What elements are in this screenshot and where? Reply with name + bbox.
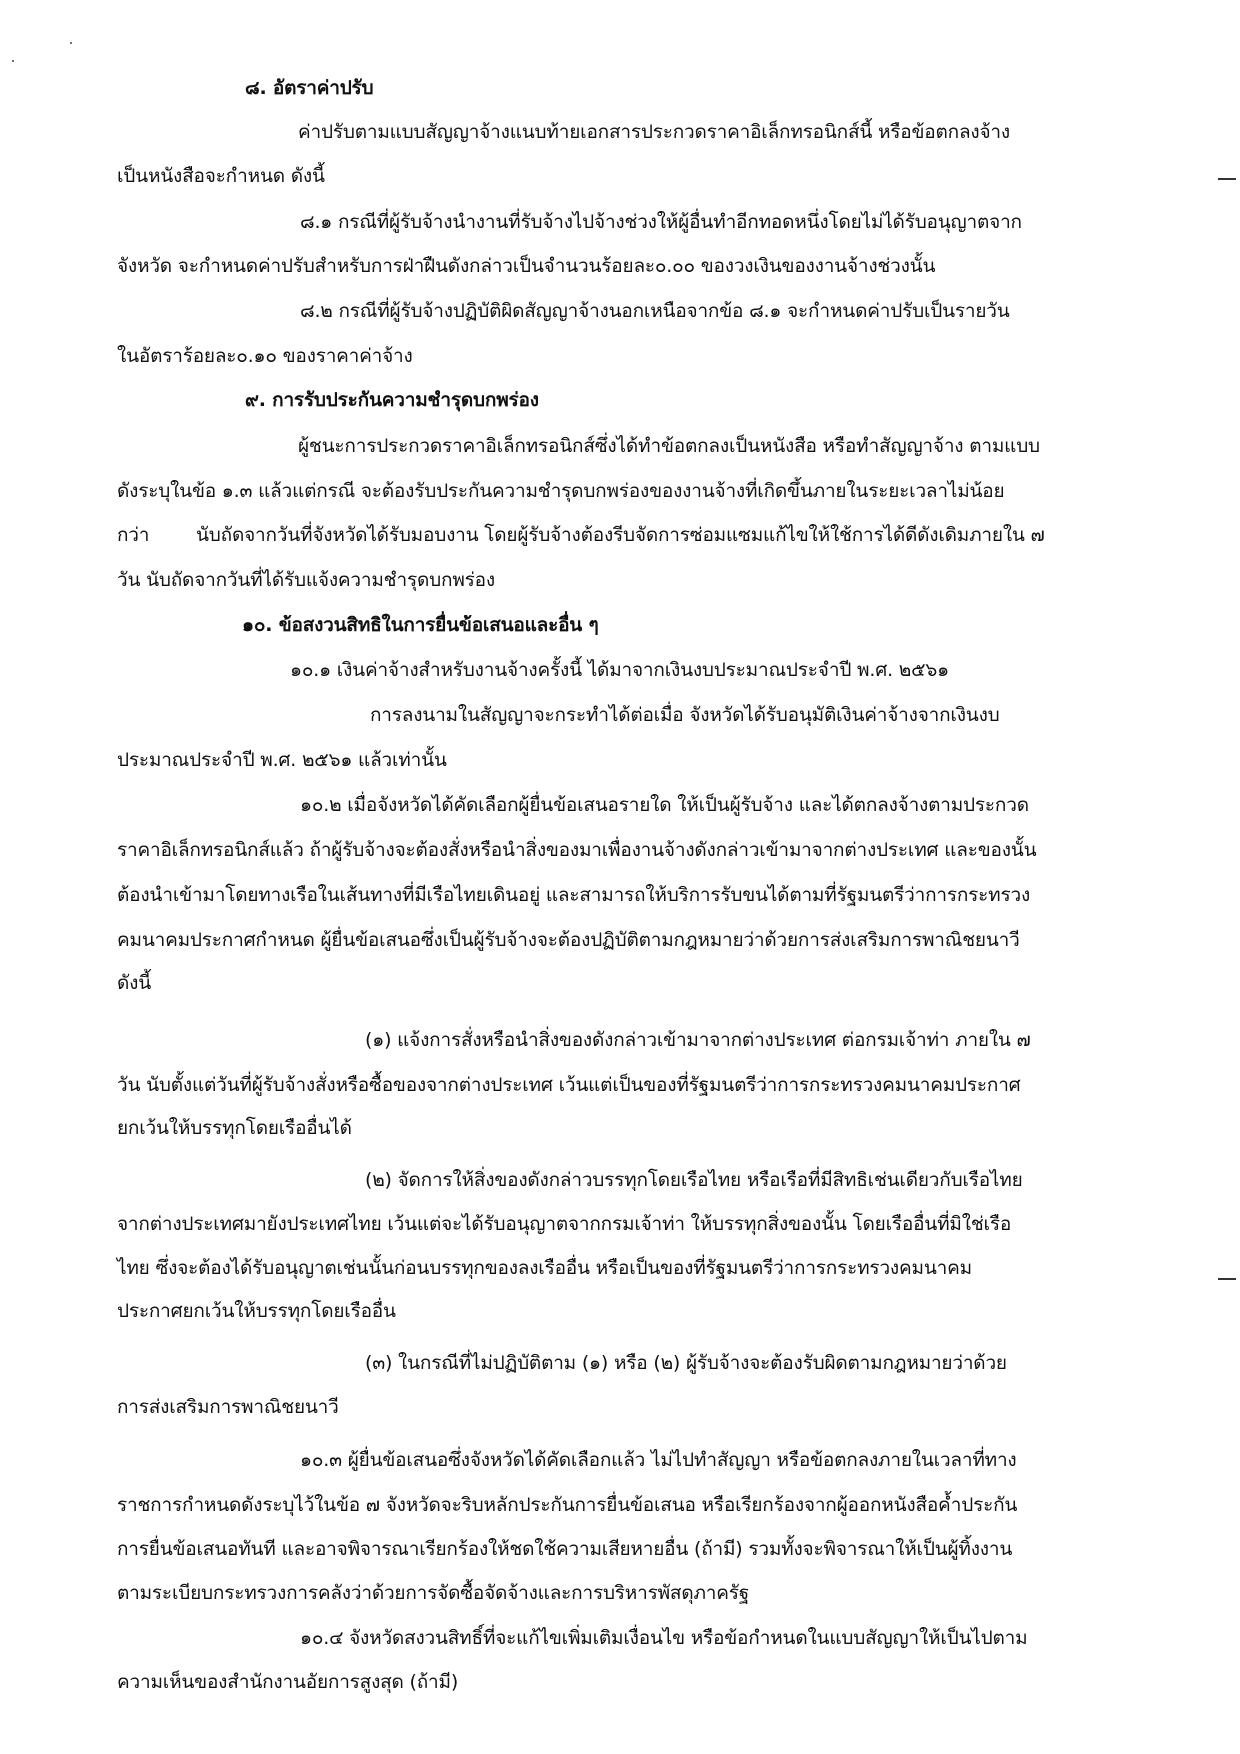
section-heading: ๘. อัตราค่าปรับ (245, 77, 374, 99)
text-line: ตามระเบียบกระทรวงการคลังว่าด้วยการจัดซื้อจัดจ้างและการบริหารพัสดุภาครัฐ (117, 1582, 750, 1604)
text-line: (๓) ในกรณีที่ไม่ปฏิบัติตาม (๑) หรือ (๒) ผู้รับจ้างจะต้องรับผิดตามกฎหมายว่าด้วย (365, 1352, 1007, 1374)
text-line: จังหวัด จะกำหนดค่าปรับสำหรับการฝ่าฝืนดังกล่าวเป็นจำนวนร้อยละ๐.๐๐ ของวงเงินของงานจ้างช่วงนั้น (117, 255, 936, 277)
text-line: ต้องนำเข้ามาโดยทางเรือในเส้นทางที่มีเรือไทยเดินอยู่ และสามารถให้บริการรับขนได้ตามที่รัฐมนตรีว่าการกระทรวง (117, 884, 1031, 906)
text-line: ดังนี้ (117, 972, 152, 994)
section-heading: ๙. การรับประกันความชำรุดบกพร่อง (245, 389, 539, 411)
text-line: การยื่นข้อเสนอทันที และอาจพิจารณาเรียกร้องให้ชดใช้ความเสียหายอื่น (ถ้ามี) รวมทั้งจะพิจารณาให้เป็นผู้ทิ้งงาน (117, 1538, 1013, 1560)
page-edge-mark (1218, 178, 1236, 180)
text-line: วัน นับถัดจากวันที่ได้รับแจ้งความชำรุดบกพร่อง (117, 569, 495, 591)
text-line: ประกาศยกเว้นให้บรรทุกโดยเรืออื่น (117, 1300, 396, 1322)
text-line: ๑๐.๓ ผู้ยื่นข้อเสนอซึ่งจังหวัดได้คัดเลือกแล้ว ไม่ไปทำสัญญา หรือข้อตกลงภายในเวลาที่ทาง (300, 1449, 1017, 1471)
section-heading: ๑๐. ข้อสงวนสิทธิในการยื่นข้อเสนอและอื่น ๆ (242, 614, 599, 636)
text-line: ราชการกำหนดดังระบุไว้ในข้อ ๗ จังหวัดจะริบหลักประกันการยื่นข้อเสนอ หรือเรียกร้องจากผู้ออกหนังสือค้ำประกัน (117, 1494, 1018, 1516)
text-line: (๒) จัดการให้สิ่งของดังกล่าวบรรทุกโดยเรือไทย หรือเรือที่มีสิทธิเช่นเดียวกับเรือไทย (365, 1169, 1023, 1191)
text-line: ดังระบุในข้อ ๑.๓ แล้วแต่กรณี จะต้องรับประกันความชำรุดบกพร่องของงานจ้างที่เกิดขึ้นภายในระยะเวลาไม่น้อย (117, 480, 1005, 502)
text-line: เป็นหนังสือจะกำหนด ดังนี้ (117, 165, 325, 187)
text-line: นับถัดจากวันที่จังหวัดได้รับมอบงาน โดยผู้รับจ้างต้องรีบจัดการซ่อมแซมแก้ไขให้ใช้การได้ดีดังเดิมภายใน ๗ (196, 524, 1045, 546)
text-line: ค่าปรับตามแบบสัญญาจ้างแนบท้ายเอกสารประกวดราคาอิเล็กทรอนิกส์นี้ หรือข้อตกลงจ้าง (298, 121, 1010, 143)
text-line: (๑) แจ้งการสั่งหรือนำสิ่งของดังกล่าวเข้ามาจากต่างประเทศ ต่อกรมเจ้าท่า ภายใน ๗ (365, 1029, 1031, 1051)
text-line: ๑๐.๑ เงินค่าจ้างสำหรับงานจ้างครั้งนี้ ได้มาจากเงินงบประมาณประจำปี พ.ศ. ๒๕๖๑ (290, 659, 949, 681)
text-line: ความเห็นของสำนักงานอัยการสูงสุด (ถ้ามี) (117, 1671, 459, 1693)
text-line: ๑๐.๔ จังหวัดสงวนสิทธิ์ที่จะแก้ไขเพิ่มเติมเงื่อนไข หรือข้อกำหนดในแบบสัญญาให้เป็นไปตาม (300, 1627, 1028, 1649)
text-line: ในอัตราร้อยละ๐.๑๐ ของราคาค่าจ้าง (117, 345, 413, 367)
text-line: ไทย ซึ่งจะต้องได้รับอนุญาตเช่นนั้นก่อนบรรทุกของลงเรืออื่น หรือเป็นของที่รัฐมนตรีว่าการกระทรวงคมนาคม (117, 1257, 972, 1279)
text-line: ผู้ชนะการประกวดราคาอิเล็กทรอนิกส์ซึ่งได้ทำข้อตกลงเป็นหนังสือ หรือทำสัญญาจ้าง ตามแบบ (298, 435, 1040, 457)
text-line: ๘.๑ กรณีที่ผู้รับจ้างนำงานที่รับจ้างไปจ้างช่วงให้ผู้อื่นทำอีกทอดหนึ่งโดยไม่ได้รับอนุญาตจาก (300, 211, 1022, 233)
text-line: ประมาณประจำปี พ.ศ. ๒๕๖๑ แล้วเท่านั้น (117, 749, 447, 771)
text-line: คมนาคมประกาศกำหนด ผู้ยื่นข้อเสนอซึ่งเป็นผู้รับจ้างจะต้องปฏิบัติตามกฎหมายว่าด้วยการส่งเสริมการพาณิชยนาวี (117, 929, 1020, 951)
text-line: ๘.๒ กรณีที่ผู้รับจ้างปฏิบัติผิดสัญญาจ้างนอกเหนือจากข้อ ๘.๑ จะกำหนดค่าปรับเป็นรายวัน (300, 300, 1010, 322)
page-edge-mark (1218, 1278, 1236, 1280)
text-line: ๑๐.๒ เมื่อจังหวัดได้คัดเลือกผู้ยื่นข้อเสนอรายใด ให้เป็นผู้รับจ้าง และได้ตกลงจ้างตามประกวด (300, 794, 1029, 816)
text-line: การส่งเสริมการพาณิชยนาวี (117, 1396, 339, 1418)
text-line: กว่า (117, 524, 150, 546)
scan-speck (70, 42, 72, 44)
text-line: การลงนามในสัญญาจะกระทำได้ต่อเมื่อ จังหวัดได้รับอนุมัติเงินค่าจ้างจากเงินงบ (370, 704, 1000, 726)
text-line: ยกเว้นให้บรรทุกโดยเรืออื่นได้ (117, 1117, 352, 1139)
text-line: วัน นับตั้งแต่วันที่ผู้รับจ้างสั่งหรือซื้อของจากต่างประเทศ เว้นแต่เป็นของที่รัฐมนตรีว่าการกระทรวงคมนาคมประกาศ (117, 1074, 1021, 1096)
text-line: ราคาอิเล็กทรอนิกส์แล้ว ถ้าผู้รับจ้างจะต้องสั่งหรือนำสิ่งของมาเพื่องานจ้างดังกล่าวเข้ามาจากต่างประเทศ และของนั้น (117, 839, 1037, 861)
scan-speck (12, 60, 14, 62)
text-line: จากต่างประเทศมายังประเทศไทย เว้นแต่จะได้รับอนุญาตจากกรมเจ้าท่า ให้บรรทุกสิ่งของนั้น โดยเรืออื่นที่มิใช่เรือ (117, 1213, 1012, 1235)
